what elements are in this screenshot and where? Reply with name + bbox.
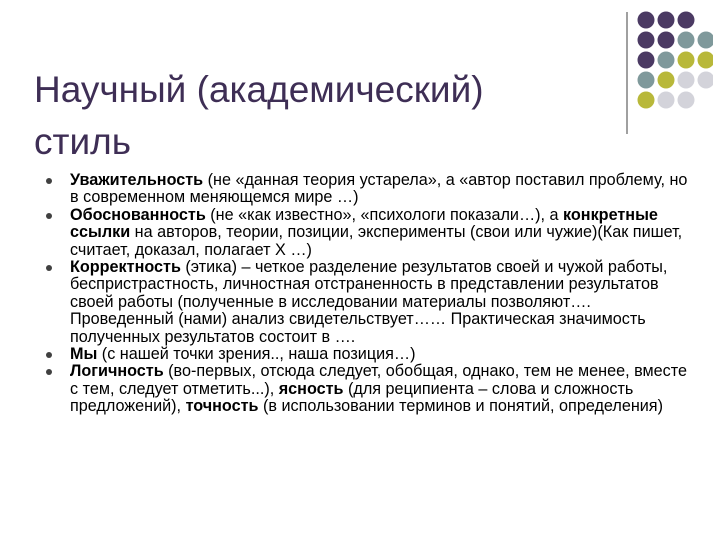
item-text: (в использовании терминов и понятий, определения) [258,397,663,416]
bold-term: конкретные ссылки [70,205,658,242]
decorative-dot [678,72,695,89]
bold-term: ясность [278,379,344,398]
item-text: (во-первых, отсюда следует, обобщая, однако, тем не менее, вместе с тем, следует отметить...), [70,362,687,398]
item-text: (этика) – четкое разделение результатов своей и чужой работы, беспристрастность, личностная отстраненность в представлении результатов своей работы (полученные в исследовании материалы позволяют…. Проведенный (нами) анализ свидетельствует…… Практическая значимость полученных результатов состоит в …. [70,258,668,346]
decorative-dot [658,92,675,109]
bullet-dot-icon [46,213,52,219]
title-line-2: стиль [34,121,131,162]
decorative-dot [658,32,675,49]
list-item [42,259,692,346]
decorative-dot [638,52,655,69]
bullet-list [42,172,692,416]
decorative-dot [638,72,655,89]
item-text: (для реципиента – слова и сложность предложений), [70,379,634,416]
bold-term: Мы [70,345,98,364]
bold-term: Обоснованность [70,205,206,224]
decorative-dot [638,92,655,109]
decorative-dot-grid [633,10,713,120]
decorative-dot [658,72,675,89]
decorative-dot [678,52,695,69]
list-item [42,207,692,259]
bold-term: Логичность [70,362,164,381]
decorative-dot [698,32,714,49]
bullet-dot-icon [46,369,52,375]
decorative-dot [678,32,695,49]
decorative-dot [678,12,695,29]
decorative-dot [678,92,695,109]
list-item [42,346,692,363]
bullet-dot-icon [46,352,52,358]
bold-term: Корректность [70,258,181,277]
decorative-dot [698,72,714,89]
decorative-dot [658,12,675,29]
title-line-1: Научный (академический) [34,69,484,110]
item-text: (с нашей точки зрения.., наша позиция…) [97,345,416,364]
decorative-dot [638,32,655,49]
item-text: (не «данная теория устарела», а «автор поставил проблему, но в современном меняющемся мире …) [70,171,688,207]
bold-term: точность [185,397,259,416]
list-item [42,363,692,415]
decorative-dot [698,52,714,69]
list-item [42,172,692,207]
bullet-dot-icon [46,265,52,271]
item-text: (не «как известно», «психологи показали…), а [205,205,564,224]
bullet-dot-icon [46,178,52,184]
slide-title [34,64,594,168]
bold-term: Уважительность [70,171,204,189]
decorative-dot [658,52,675,69]
decorative-vertical-line [626,12,628,134]
decorative-dot [638,12,655,29]
item-text: на авторов, теории, позиции, эксперименты (свои или чужие)(Как пишет, считает, доказал, полагает Х …) [70,223,683,259]
